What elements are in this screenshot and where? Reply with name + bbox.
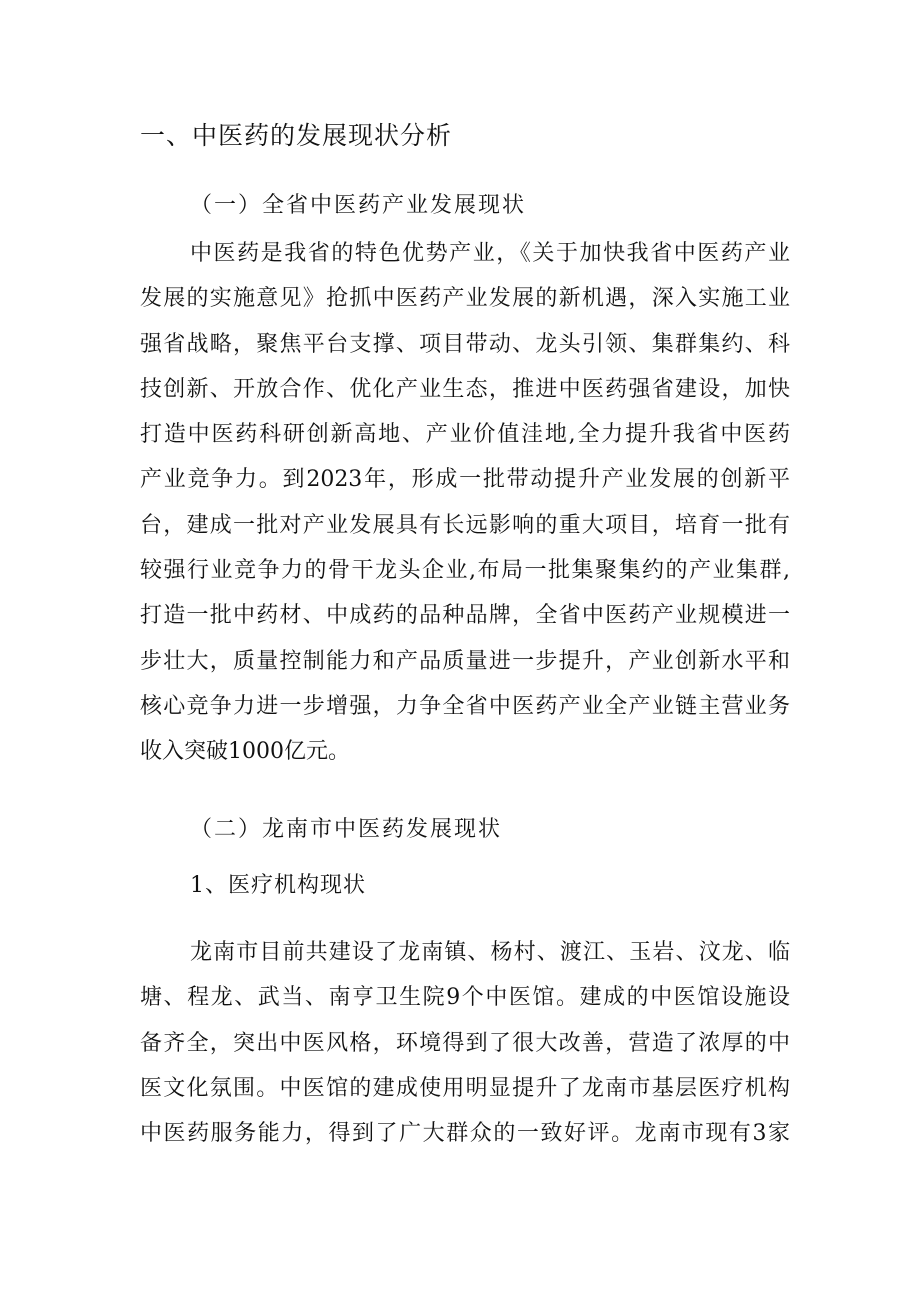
paragraph-line: 核心竞争力进一步增强，力争全省中医药产业全产业链主营业务 [140,693,790,719]
paragraph-line: 中医药是我省的特色优势产业，《关于加快我省中医药产业 [190,241,790,266]
paragraph-line: 技创新、开放合作、优化产业生态，推进中医药强省建设，加快 [140,376,790,402]
paragraph-line: 台，建成一批对产业发展具有长远影响的重大项目，培育一批有 [140,512,790,538]
paragraph-line: 步壮大，质量控制能力和产品质量进一步提升，产业创新水平和 [140,648,790,674]
section-1-title: （一）全省中医药产业发展现状 [190,193,527,218]
paragraph-line: 医文化氛围。中医馆的建成使用明显提升了龙南市基层医疗机构 [140,1075,790,1101]
paragraph-line: 打造中医药科研创新高地、产业价值洼地,全力提升我省中医药 [140,422,790,448]
paragraph-line: 发展的实施意见》抢抓中医药产业发展的新机遇，深入实施工业 [140,286,790,312]
paragraph-line: 较强行业竞争力的骨干龙头企业,布局一批集聚集约的产业集群, [140,558,790,584]
section-2-title: （二）龙南市中医药发展现状 [190,817,503,842]
paragraph-line: 收入突破1000亿元。 [140,739,350,765]
subsection-1-paragraph [140,930,790,1156]
paragraph-line: 打造一批中药材、中成药的品种品牌，全省中医药产业规模进一 [140,603,790,629]
paragraph-line: 备齐全，突出中医风格，环境得到了很大改善，营造了浓厚的中 [140,1030,790,1056]
subsection-1-title: 1、医疗机构现状 [190,873,366,898]
paragraph-line: 塘、程龙、武当、南亨卫生院9个中医馆。建成的中医馆设施设 [140,985,790,1011]
paragraph-line: 龙南市目前共建设了龙南镇、杨村、渡江、玉岩、汶龙、临 [190,940,790,965]
main-heading: 一、中医药的发展现状分析 [140,121,453,150]
paragraph-line: 产业竞争力。到2023年，形成一批带动提升产业发展的创新平 [140,467,790,493]
paragraph-line: 强省战略，聚焦平台支撑、项目带动、龙头引领、集群集约、科 [140,331,790,357]
paragraph-line: 中医药服务能力，得到了广大群众的一致好评。龙南市现有3家 [140,1121,790,1147]
section-1-paragraph [140,231,790,775]
